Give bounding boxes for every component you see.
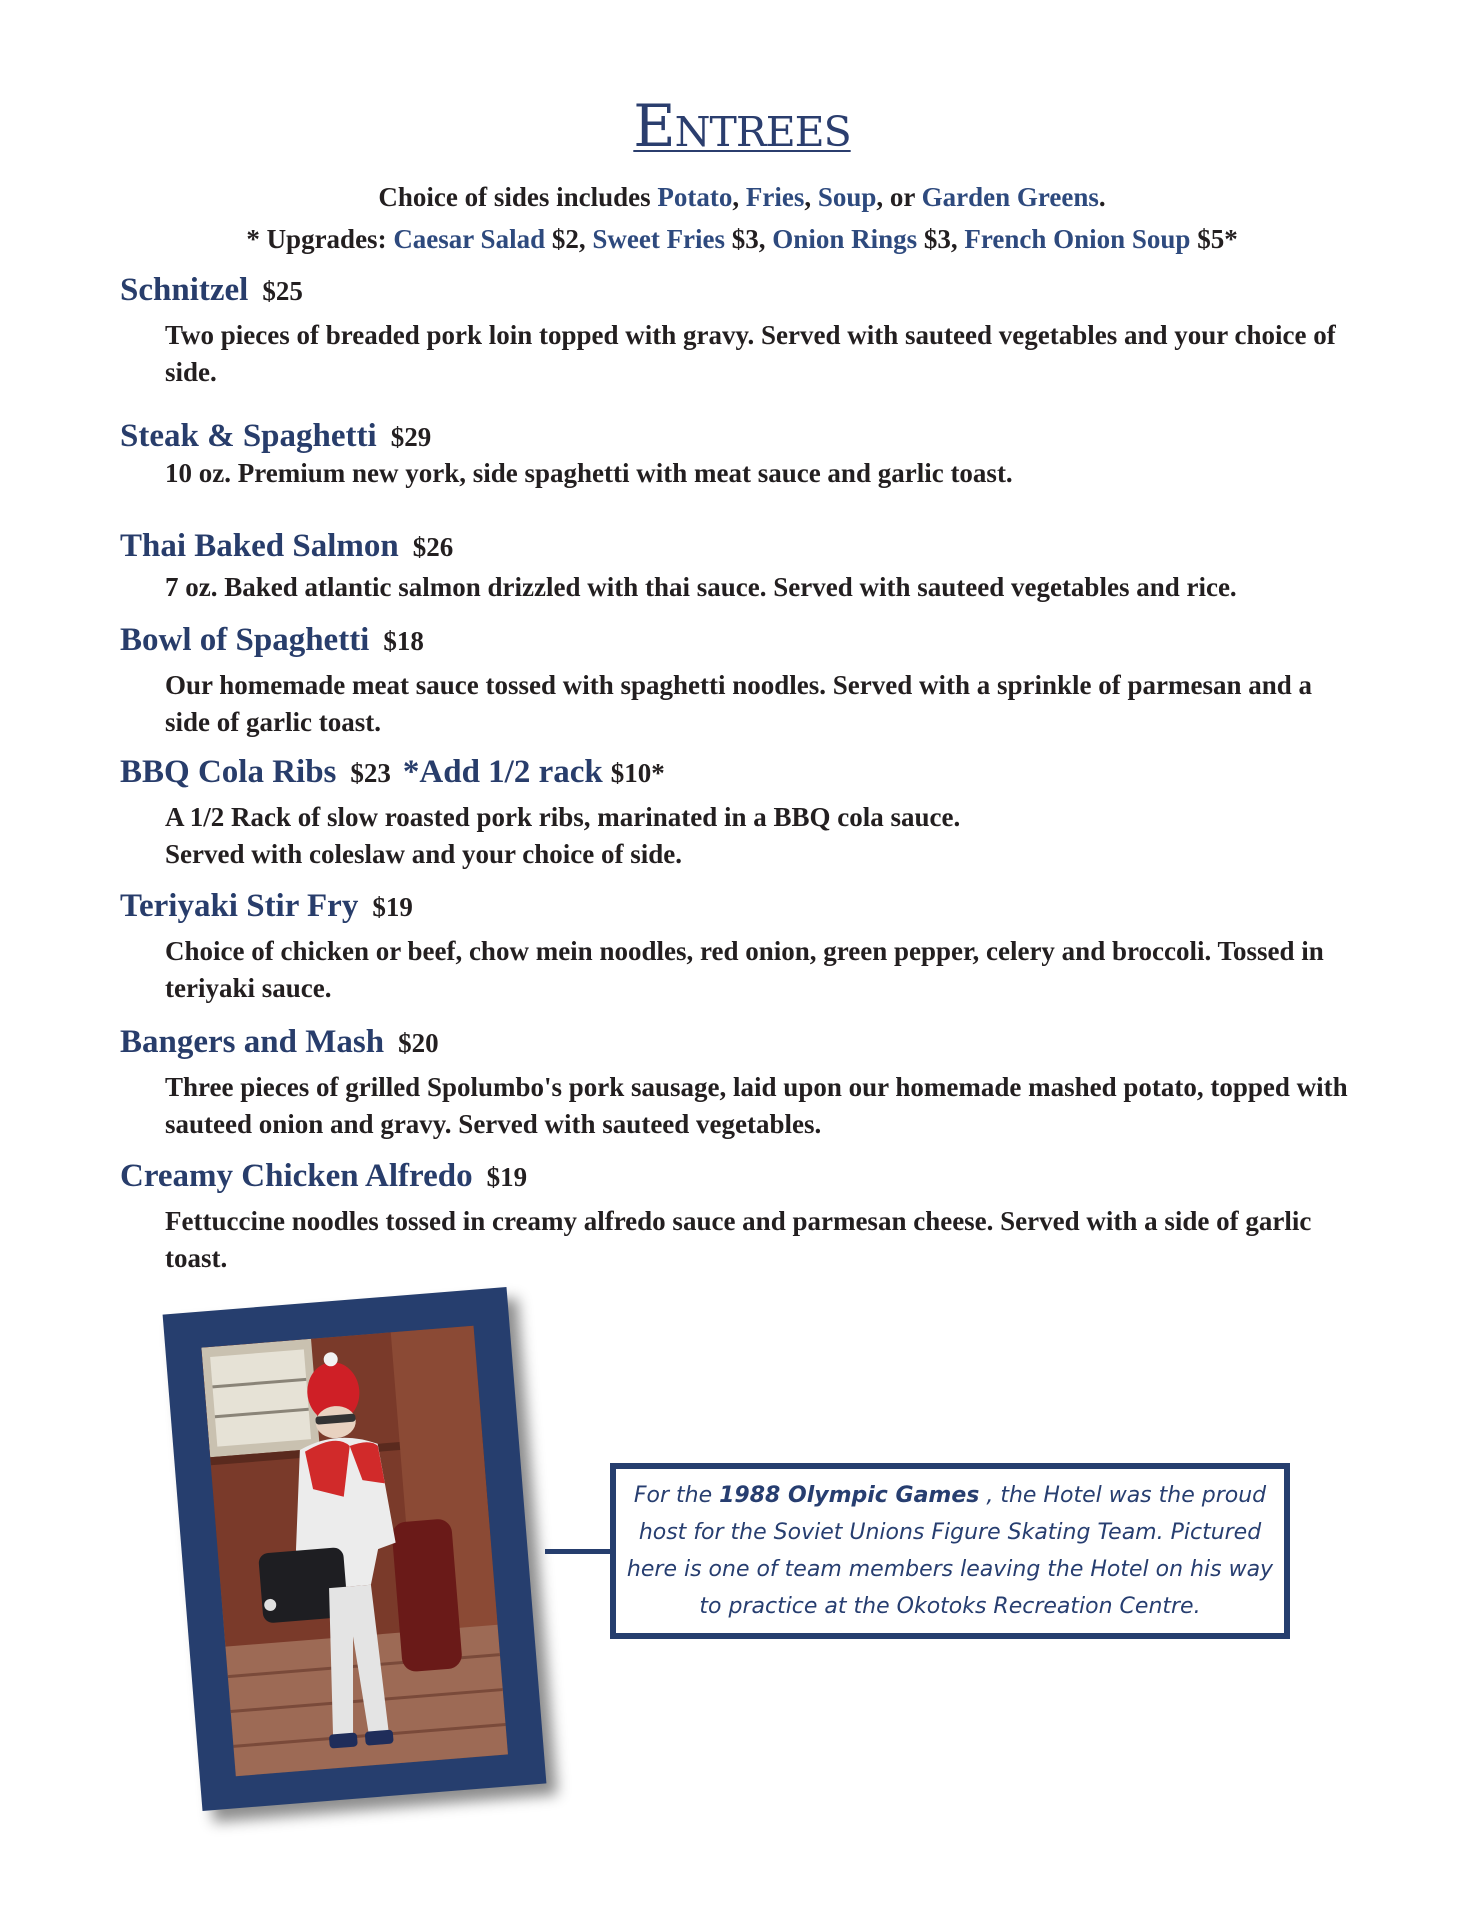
side-potato: Potato: [657, 182, 733, 212]
sides-sep: , or: [876, 182, 922, 212]
upgrade-onion-soup: French Onion Soup: [964, 224, 1191, 254]
caption-text: [616, 1477, 1284, 1625]
caption-bold: 1988 Olympic Games: [719, 1483, 980, 1508]
item-description-line: Served with coleslaw and your choice of side.: [165, 839, 682, 869]
menu-item: [120, 622, 1350, 741]
item-description: 10 oz. Premium new york, side spaghetti with meat sauce and garlic toast.: [165, 458, 1013, 488]
item-addon: *Add 1/2 rack: [402, 754, 603, 790]
menu-item: [120, 418, 1350, 492]
sides-sep: ,: [732, 182, 746, 212]
item-description: Two pieces of breaded pork loin topped with gravy. Served with sauteed vegetables and your choice of side.: [165, 320, 1336, 387]
sides-line: [0, 182, 1484, 213]
item-name: Bowl of Spaghetti: [120, 622, 370, 658]
photo-frame: [163, 1287, 547, 1811]
item-name: Teriyaki Stir Fry: [120, 888, 359, 924]
menu-item: [120, 1024, 1350, 1143]
menu-item: [120, 528, 1350, 606]
historic-photo: [201, 1326, 508, 1777]
sides-prefix: Choice of sides includes: [378, 182, 658, 212]
item-description: [165, 799, 1355, 873]
caption-post: , the Hotel was the proud host for the Soviet Unions Figure Skating Team. Pictured here is one of team members leaving the Hotel on his way to practice at the Okotoks Recreation Centre.: [626, 1483, 1274, 1619]
item-description: Our homemade meat sauce tossed with spaghetti noodles. Served with a sprinkle of parmesan and a side of garlic toast.: [165, 670, 1313, 737]
item-description: Fettuccine noodles tossed in creamy alfredo sauce and parmesan cheese. Served with a side of garlic toast.: [165, 1206, 1312, 1273]
item-name: Bangers and Mash: [120, 1024, 385, 1060]
item-name: Thai Baked Salmon: [120, 528, 399, 564]
item-name: Schnitzel: [120, 272, 249, 308]
page-title: Entrees: [633, 92, 851, 160]
upgrade-caesar: Caesar Salad: [393, 224, 546, 254]
caption-box: [610, 1463, 1290, 1639]
upgrade-sweet-fries-price: $3,: [725, 224, 773, 254]
item-description: 7 oz. Baked atlantic salmon drizzled with thai sauce. Served with sauteed vegetables and rice.: [165, 572, 1237, 602]
item-description-line: A 1/2 Rack of slow roasted pork ribs, marinated in a BBQ cola sauce.: [165, 802, 961, 832]
side-greens: Garden Greens: [921, 182, 1099, 212]
menu-item: [120, 272, 1350, 391]
upgrades-prefix: * Upgrades:: [246, 224, 394, 254]
item-price: $26: [412, 532, 454, 562]
menu-item: [120, 888, 1350, 1007]
upgrade-caesar-price: $2,: [545, 224, 593, 254]
upgrade-onion-rings: Onion Rings: [772, 224, 918, 254]
upgrade-onion-soup-price: $5*: [1190, 224, 1238, 254]
item-description: Choice of chicken or beef, chow mein noodles, red onion, green pepper, celery and broccoli. Tossed in teriyaki sauce.: [165, 936, 1324, 1003]
item-price: $18: [383, 626, 424, 656]
item-price: $19: [372, 892, 413, 922]
item-price: $20: [398, 1028, 439, 1058]
item-price: $19: [486, 1162, 528, 1192]
side-fries: Fries: [745, 182, 805, 212]
item-name: Creamy Chicken Alfredo: [120, 1158, 473, 1194]
upgrades-line: [0, 224, 1484, 255]
caption-connector-line: [545, 1549, 613, 1554]
sides-sep: ,: [804, 182, 818, 212]
item-description: Three pieces of grilled Spolumbo's pork sausage, laid upon our homemade mashed potato, topped with sauteed onion and gravy. Served with sauteed vegetables.: [165, 1072, 1348, 1139]
side-soup: Soup: [817, 182, 877, 212]
menu-item: [120, 1158, 1350, 1277]
item-name: Steak & Spaghetti: [120, 418, 377, 454]
sides-end: .: [1098, 182, 1106, 212]
item-price: $29: [390, 422, 432, 452]
menu-item: [120, 754, 1350, 873]
skater-photo-illustration: [201, 1326, 508, 1777]
caption-pre: For the: [633, 1483, 720, 1508]
upgrade-onion-rings-price: $3,: [917, 224, 965, 254]
item-name: BBQ Cola Ribs: [120, 754, 337, 790]
upgrade-sweet-fries: Sweet Fries: [592, 224, 726, 254]
item-addon-price: $10*: [610, 758, 665, 788]
item-price: $23: [350, 758, 391, 788]
item-price: $25: [262, 276, 303, 306]
